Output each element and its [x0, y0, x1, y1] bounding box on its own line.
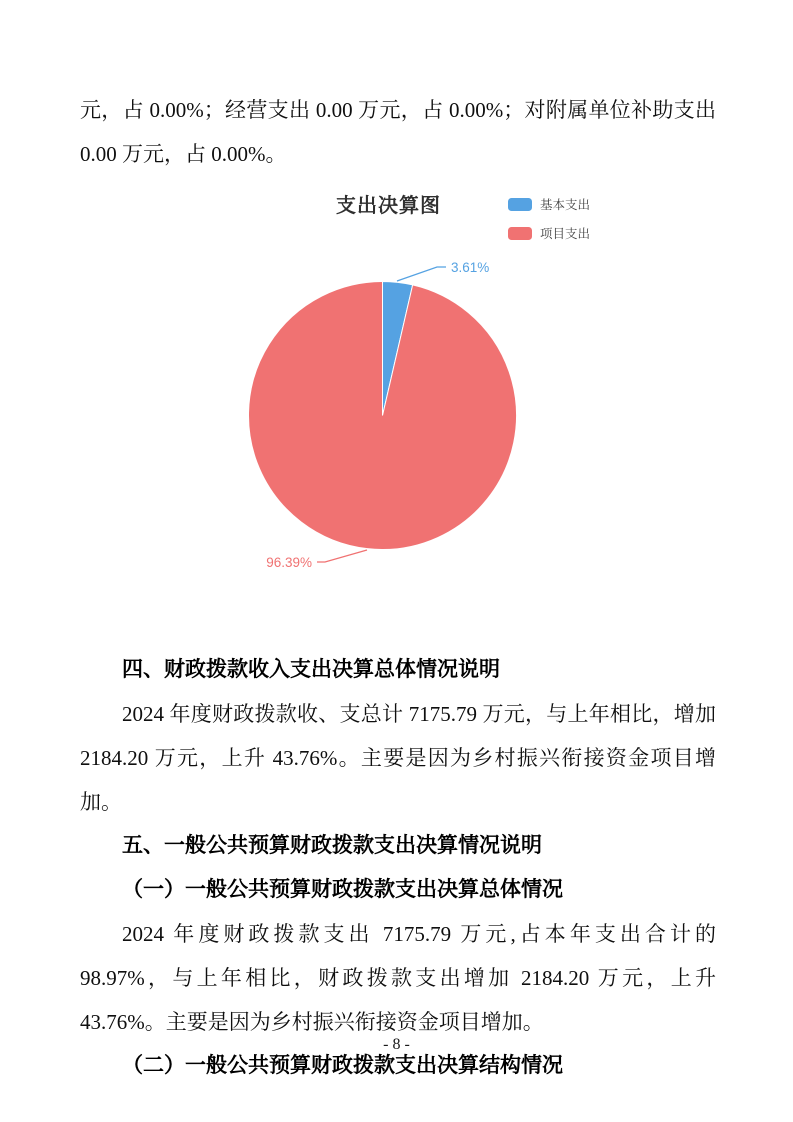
legend-label-project: 项目支出	[540, 227, 591, 241]
section-heading-5-1: （一）一般公共预算财政拨款支出决算总体情况	[122, 878, 563, 901]
pie-svg	[80, 185, 716, 595]
pie-slice-project	[249, 282, 517, 550]
chart-title: 支出决算图	[336, 195, 441, 217]
section-5-1-paragraph: 2024 年度财政拨款支出 7175.79 万元,占本年支出合计的 98.97%，与上年相比，财政拨款支出增加 2184.20 万元，上升 43.76%。主要是因为乡村振兴衔接资金项目增加。	[80, 922, 716, 1034]
legend-label-basic: 基本支出	[540, 198, 591, 212]
pie-label-project: 96.39%	[266, 555, 312, 570]
report-sections	[80, 648, 716, 1088]
page-number: - 8 -	[383, 1036, 410, 1053]
leader-line-project	[317, 550, 367, 562]
expenditure-pie-chart	[80, 185, 716, 595]
intro-paragraph: 元，占 0.00%；经营支出 0.00 万元，占 0.00%；对附属单位补助支出 0.00 万元，占 0.00%。	[80, 98, 716, 166]
leader-line-basic	[397, 267, 446, 281]
section-heading-5: 五、一般公共预算财政拨款支出决算情况说明	[122, 834, 542, 857]
pie-label-basic: 3.61%	[451, 260, 490, 275]
section-heading-5-2: （二）一般公共预算财政拨款支出决算结构情况	[122, 1054, 563, 1077]
section-heading-4: 四、财政拨款收入支出决算总体情况说明	[122, 658, 500, 681]
section-4-paragraph: 2024 年度财政拨款收、支总计 7175.79 万元，与上年相比，增加 2184.20 万元，上升 43.76%。主要是因为乡村振兴衔接资金项目增加。	[80, 702, 716, 814]
